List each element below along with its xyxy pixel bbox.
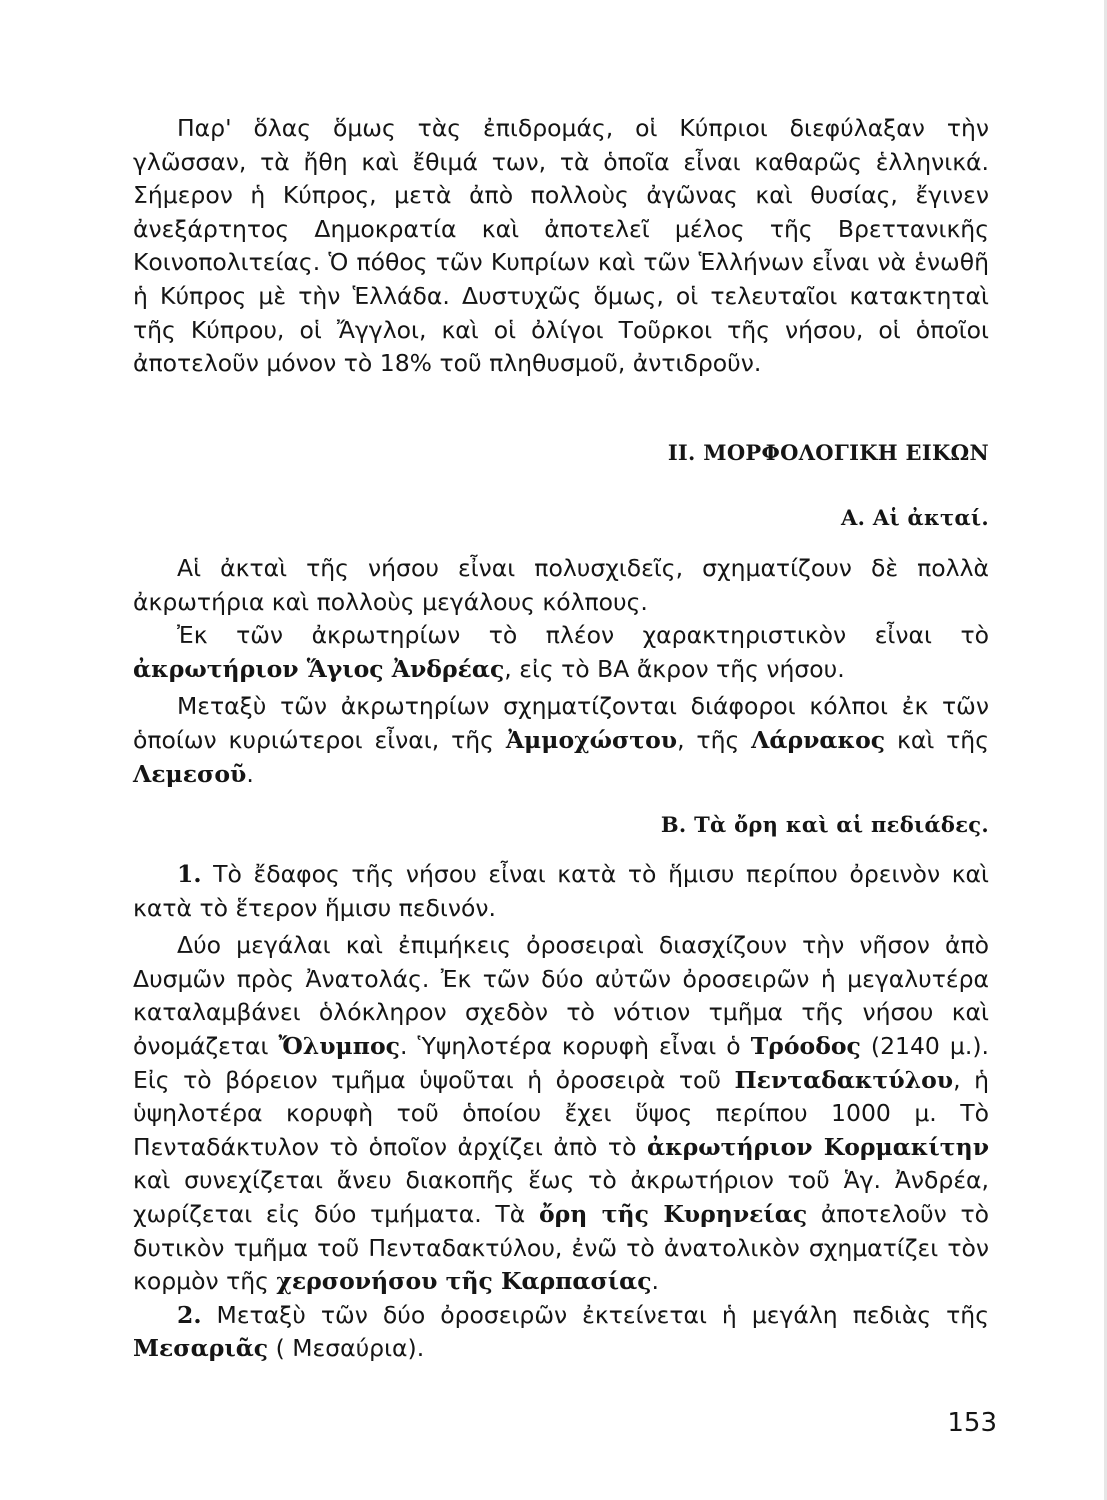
subheading-a: Α. Αἱ ἀκταί.: [841, 505, 989, 530]
kyrenia-mountains: ὄρη τῆς Κυρηνείας: [538, 1199, 808, 1228]
intro-paragraph: Παρ' ὅλας ὅμως τὰς ἐπιδρομάς, οἱ Κύπριοι διεφύλαξαν τὴν γλῶσσαν, τὰ ἤθη καὶ ἔθιμά των, τὰ ὁποῖα εἶναι καθαρῶς ἑλληνικά. Σήμερον ἡ Κύπρος, μετὰ ἀπὸ πολλοὺς ἀγῶνας καὶ θυσίας, ἔγινεν ἀνεξάρτητος Δημοκρατία καὶ ἀποτελεῖ μέλος τῆς Βρεττανικῆς Κοινοπολιτείας. Ὁ πόθος τῶν Κυπρίων καὶ τῶν Ἑλλήνων εἶναι νὰ ἑνωθῆ ἡ Κύπρος μὲ τὴν Ἑλλάδα. Δυστυχῶς ὅμως, οἱ τελευταῖοι κατακτηταὶ τῆς Κύπρου, οἱ Ἄγγλοι, καὶ οἱ ὀλίγοι Τοῦρκοι τῆς νήσου, οἱ ὁποῖοι ἀποτελοῦν μόνον τὸ 18% τοῦ πληθυσμοῦ, ἀντιδροῦν.: [133, 114, 989, 378]
terrain-paragraph: 1. Τὸ ἔδαφος τῆς νήσου εἶναι κατὰ τὸ ἥμισυ περίπου ὀρεινὸν καὶ κατὰ τὸ ἕτερον ἥμισυ πεδινόν.: [133, 860, 989, 922]
section-b-block: [133, 858, 989, 1366]
mount-olympos: Ὄλυμπος: [278, 1031, 400, 1060]
section-a-block: [133, 552, 989, 791]
page-number: 153: [947, 1408, 997, 1438]
coasts-paragraph: Αἱ ἀκταὶ τῆς νήσου εἶναι πολυσχιδεῖς, σχηματίζουν δὲ πολλὰ ἀκρωτήρια καὶ πολλοὺς μεγάλους κόλπους.: [133, 554, 989, 616]
plain-paragraph: 2. Μεταξὺ τῶν δύο ὀροσειρῶν ἐκτείνεται ἡ μεγάλη πεδιὰς τῆς Μεσαριᾶς ( Μεσαύρια).: [133, 1300, 989, 1363]
range-pentadaktylos: Πενταδακτύλου: [734, 1065, 954, 1094]
bay-famagusta: Ἀμμοχώστου: [505, 725, 678, 754]
section-heading: ΙΙ. ΜΟΡΦΟΛΟΓΙΚΗ ΕΙΚΩΝ: [667, 440, 989, 465]
capes-paragraph: Ἐκ τῶν ἀκρωτηρίων τὸ πλέον χαρακτηριστικὸν εἶναι τὸ ἀκρωτήριον Ἅγιος Ἀνδρέας, εἰς τὸ ΒΑ ἄκρον τῆς νήσου.: [133, 621, 989, 683]
cape-andreas: ἀκρωτήριον Ἅγιος Ἀνδρέας: [133, 654, 505, 683]
bays-paragraph: Μεταξὺ τῶν ἀκρωτηρίων σχηματίζονται διάφοροι κόλποι ἐκ τῶν ὁποίων κυριώτεροι εἶναι, τῆς Ἀμμοχώστου, τῆς Λάρνακος καὶ τῆς Λεμεσοῦ.: [133, 692, 989, 788]
subheading-b: Β. Τὰ ὄρη καὶ αἱ πεδιάδες.: [660, 812, 989, 837]
bay-larnaca: Λάρνακος: [751, 725, 886, 754]
bay-limassol: Λεμεσοῦ: [133, 759, 247, 788]
intro-block: [133, 112, 989, 381]
mount-troodos: Τρόοδος: [750, 1031, 861, 1060]
mountains-paragraph: Δύο μεγάλαι καὶ ἐπιμήκεις ὀροσειραὶ διασχίζουν τὴν νῆσον ἀπὸ Δυσμῶν πρὸς Ἀνατολάς. Ἐκ τῶν δύο αὐτῶν ὀροσειρῶν ἡ μεγαλυτέρα καταλαμβάνει ὁλόκληρον σχεδὸν τὸ νότιον τμῆμα τῆς νήσου καὶ ὀνομάζεται Ὄλυμπος. Ὑψηλοτέρα κορυφὴ εἶναι ὁ Τρόοδος (2140 μ.). Εἰς τὸ βόρειον τμῆμα ὑψοῦται ἡ ὀροσειρὰ τοῦ Πενταδακτύλου, ἡ ὑψηλοτέρα κορυφὴ τοῦ ὁποίου ἔχει ὕψος περίπου 1000 μ. Τὸ Πενταδάκτυλον τὸ ὁποῖον ἀρχίζει ἀπὸ τὸ ἀκρωτήριον Κορμακίτην καὶ συνεχίζεται ἄνευ διακοπῆς ἕως τὸ ἀκρωτήριον τοῦ Ἁγ. Ἀνδρέα, χωρίζεται εἰς δύο τμήματα. Τὰ ὄρη τῆς Κυρηνείας ἀποτελοῦν τὸ δυτικὸν τμῆμα τοῦ Πενταδακτύλου, ἐνῶ τὸ ἀνατολικὸν σχηματίζει τὸν κορμὸν τῆς χερσονήσου τῆς Καρπασίας.: [133, 931, 990, 1296]
cape-kormakitis: ἀκρωτήριον Κορμακίτην: [646, 1132, 990, 1161]
karpas-peninsula: χερσονήσου τῆς Καρπασίας: [276, 1267, 652, 1296]
mesaoria-plain: Μεσαριᾶς: [133, 1334, 269, 1363]
